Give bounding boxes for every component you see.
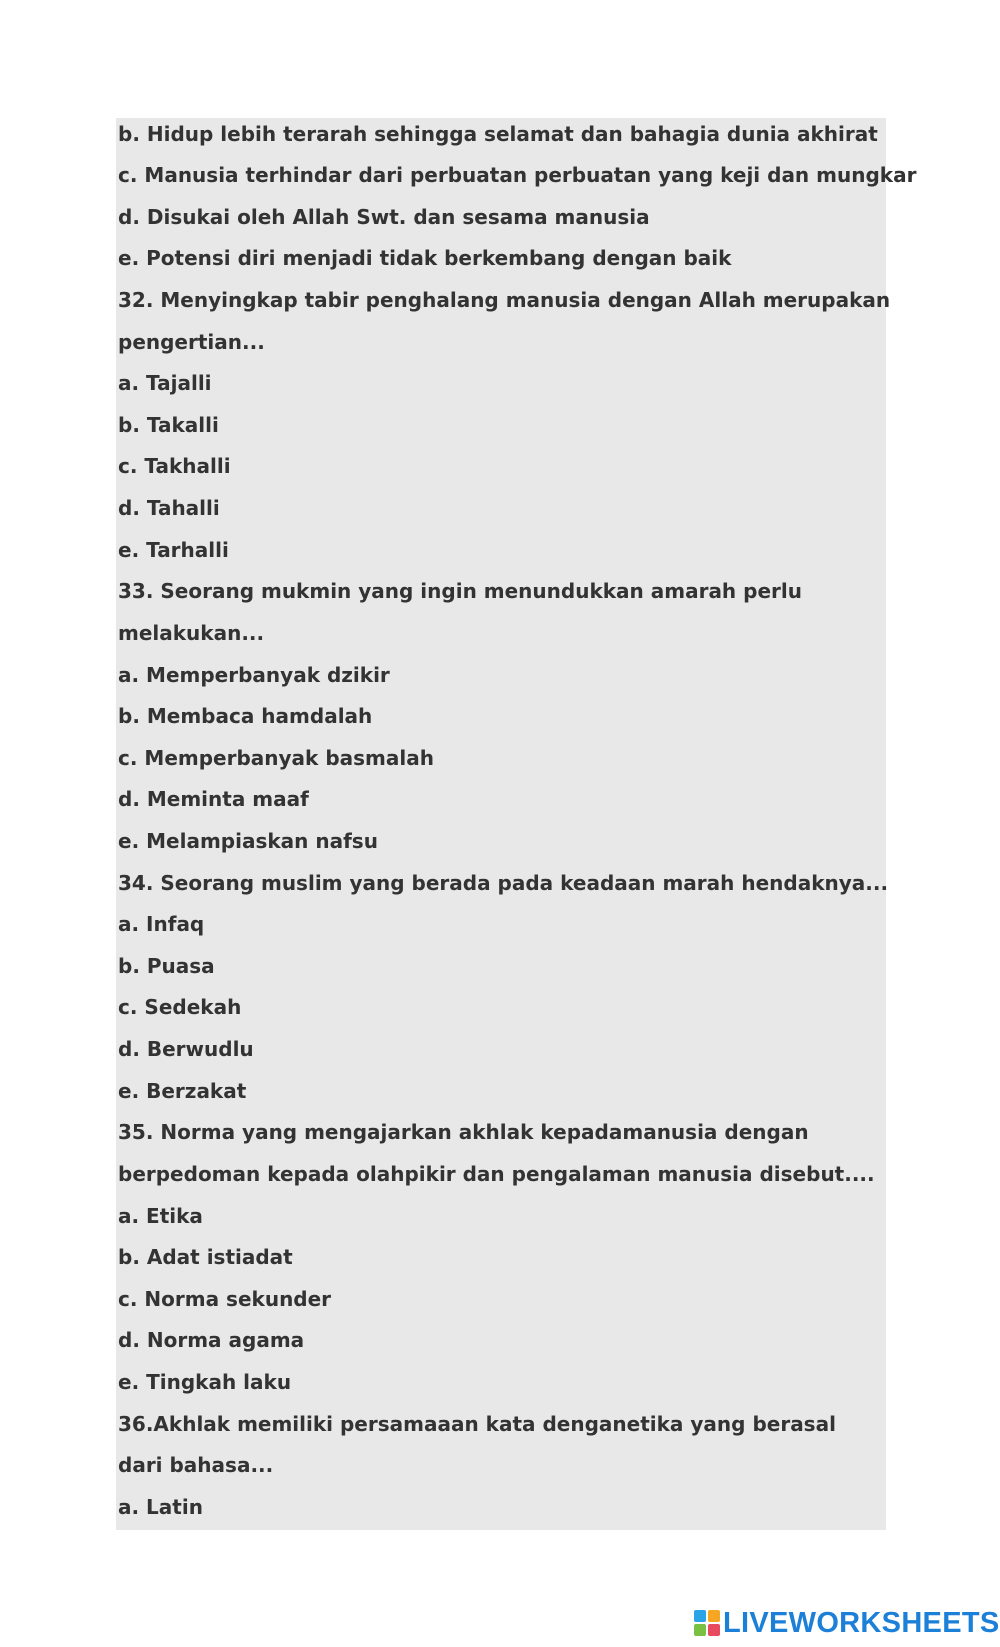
answer-option: c. Norma sekunder bbox=[118, 1287, 332, 1311]
answer-option: c. Manusia terhindar dari perbuatan perbuatan yang keji dan mungkar bbox=[118, 163, 917, 187]
question-32: 32. Menyingkap tabir penghalang manusia dengan Allah merupakan bbox=[118, 288, 891, 312]
answer-option: e. Tingkah laku bbox=[118, 1370, 292, 1394]
answer-option: e. Tarhalli bbox=[118, 538, 229, 562]
liveworksheets-logo bbox=[694, 1608, 1000, 1638]
question-36: 36.Akhlak memiliki persamaaan kata denganetika yang berasal bbox=[118, 1412, 836, 1436]
answer-option: d. Tahalli bbox=[118, 496, 220, 520]
answer-option: b. Hidup lebih terarah sehingga selamat dan bahagia dunia akhirat bbox=[118, 122, 878, 146]
answer-option: d. Disukai oleh Allah Swt. dan sesama manusia bbox=[118, 205, 650, 229]
liveworksheets-logo-icon bbox=[694, 1610, 720, 1636]
answer-option: c. Memperbanyak basmalah bbox=[118, 746, 434, 770]
answer-option: e. Berzakat bbox=[118, 1079, 247, 1103]
answer-option: b. Takalli bbox=[118, 413, 219, 437]
answer-option: e. Melampiaskan nafsu bbox=[118, 829, 378, 853]
answer-option: c. Sedekah bbox=[118, 995, 242, 1019]
question-32-cont: pengertian... bbox=[118, 330, 265, 354]
answer-option: e. Potensi diri menjadi tidak berkembang dengan baik bbox=[118, 246, 732, 270]
question-33: 33. Seorang mukmin yang ingin menundukkan amarah perlu bbox=[118, 579, 802, 603]
answer-option: d. Berwudlu bbox=[118, 1037, 254, 1061]
question-36-cont: dari bahasa... bbox=[118, 1453, 274, 1477]
answer-option: b. Membaca hamdalah bbox=[118, 704, 373, 728]
answer-option: c. Takhalli bbox=[118, 454, 231, 478]
answer-option: a. Etika bbox=[118, 1204, 203, 1228]
answer-option: b. Puasa bbox=[118, 954, 215, 978]
answer-option: a. Infaq bbox=[118, 912, 205, 936]
question-35: 35. Norma yang mengajarkan akhlak kepadamanusia dengan bbox=[118, 1120, 809, 1144]
worksheet-panel bbox=[116, 118, 917, 1530]
answer-option: a. Latin bbox=[118, 1495, 203, 1519]
answer-option: a. Memperbanyak dzikir bbox=[118, 663, 390, 687]
answer-option: d. Norma agama bbox=[118, 1328, 305, 1352]
question-33-cont: melakukan... bbox=[118, 621, 265, 645]
answer-option: d. Meminta maaf bbox=[118, 787, 309, 811]
answer-option: a. Tajalli bbox=[118, 371, 212, 395]
answer-option: b. Adat istiadat bbox=[118, 1245, 293, 1269]
question-35-cont: berpedoman kepada olahpikir dan pengalaman manusia disebut.... bbox=[118, 1162, 875, 1186]
brand-name: LIVEWORKSHEETS bbox=[723, 1606, 1000, 1639]
question-34: 34. Seorang muslim yang berada pada keadaan marah hendaknya... bbox=[118, 871, 889, 895]
